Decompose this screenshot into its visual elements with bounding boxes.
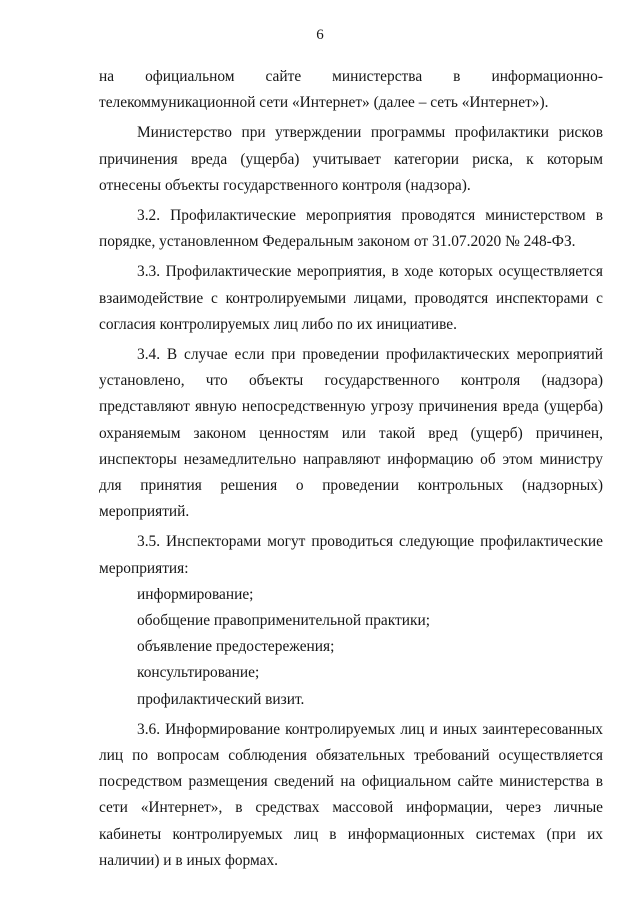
paragraph-3-6: 3.6. Информирование контролируемых лиц и иных заинтересованных лиц по вопросам соблюдения обязательных требований осуществляется посредством размещения сведений на официальном сайте министерства в сети «Интернет», в средствах массовой информации, через личные кабинеты контролируемых лиц в информационных системах (при их наличии) и в иных формах.	[99, 720, 603, 869]
paragraph-3-5: 3.5. Инспекторами могут проводиться следующие профилактические мероприятия:	[99, 533, 603, 577]
paragraph-3-2: 3.2. Профилактические мероприятия проводятся министерством в порядке, установленном Федеральным законом от 31.07.2020 № 248-ФЗ.	[99, 207, 603, 251]
list-item: объявление предостережения;	[137, 638, 335, 656]
paragraph-risk-categories: Министерство при утверждении программы профилактики рисков причинения вреда (ущерба) учитывает категории риска, к которым отнесены объекты государственного контроля (надзора).	[99, 124, 603, 194]
paragraph-3-4: 3.4. В случае если при проведении профилактических мероприятий установлено, что объекты государственного контроля (надзора) представляют явную непосредственную угрозу причинения вреда (ущерба) охраняемым законом ценностям или такой вред (ущерб) причинен, инспекторы незамедлительно направляют информацию об этом министру для принятия решения о проведении контрольных (надзорных) мероприятий.	[99, 346, 603, 521]
measures-list	[99, 582, 603, 713]
list-item: информирование;	[137, 585, 254, 603]
document-body	[99, 64, 603, 874]
list-item: консультирование;	[137, 664, 260, 682]
page-number: 6	[316, 27, 324, 43]
list-item: обобщение правоприменительной практики;	[137, 612, 430, 630]
list-item: профилактический визит.	[137, 690, 305, 708]
paragraph-continuation: на официальном сайте министерства в информационно-телекоммуникационной сети «Интернет» (далее – сеть «Интернет»).	[99, 68, 603, 112]
paragraph-3-3: 3.3. Профилактические мероприятия, в ходе которых осуществляется взаимодействие с контролируемыми лицами, проводятся инспекторами с согласия контролируемых лиц либо по их инициативе.	[99, 263, 603, 333]
